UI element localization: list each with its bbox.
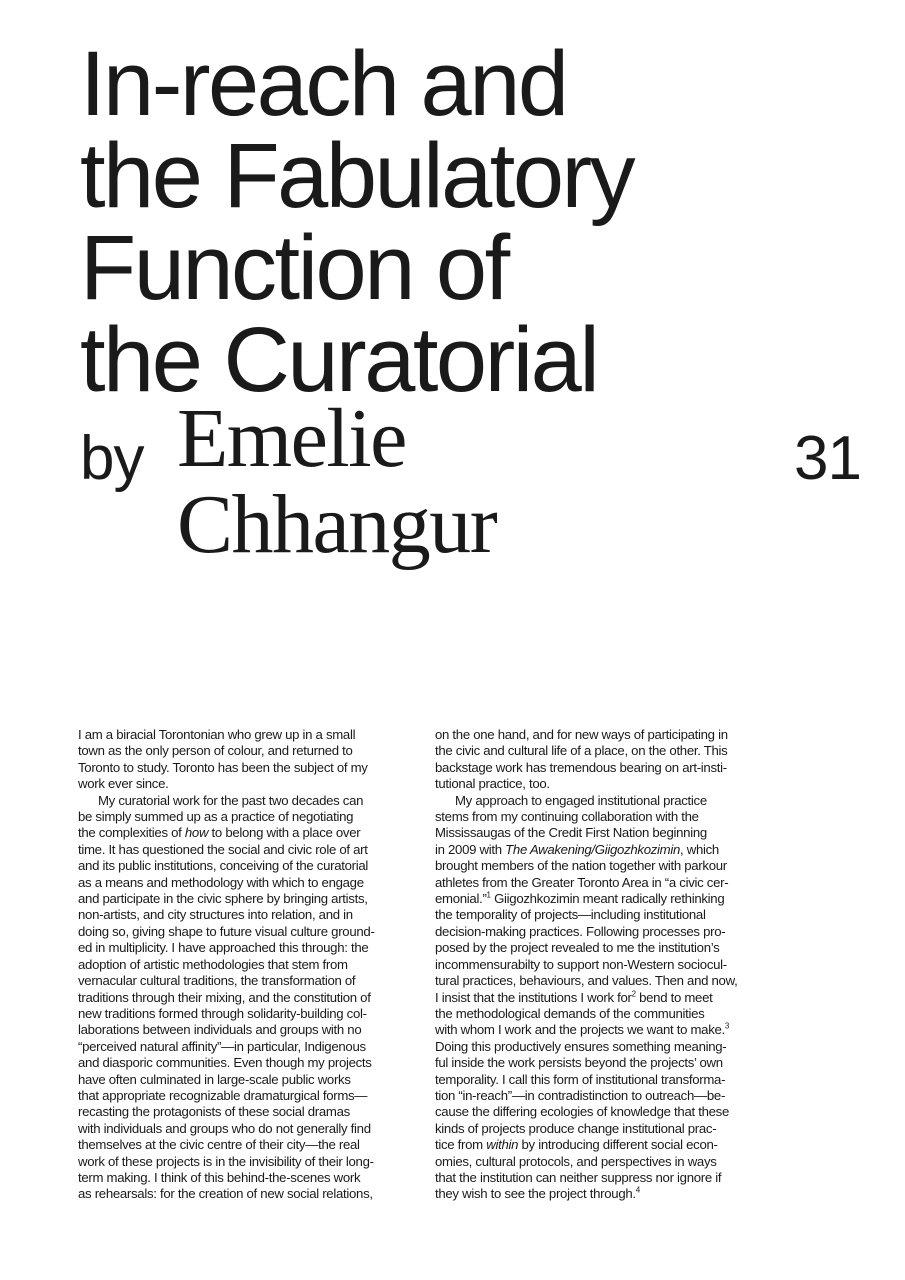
text-line: My approach to engaged institutional practice (455, 792, 707, 808)
text-line (435, 891, 783, 907)
text-fragment: in 2009 with (435, 841, 506, 857)
text-line: that the institution can neither suppress nor ignore if (435, 1169, 722, 1185)
text-line (435, 1022, 783, 1038)
text-line: decision-making practices. Following processes pro- (435, 923, 726, 939)
text-line: time. It has questioned the social and civic role of art (78, 841, 368, 857)
text-line: as a means and methodology with which to engage (78, 874, 364, 890)
text-line: themselves at the civic centre of their city—the real (78, 1137, 360, 1153)
title-line: the Curatorial (80, 309, 598, 411)
by-word: by (80, 424, 144, 493)
text-fragment: to belong with a place over (208, 825, 361, 841)
text-line: and its public institutions, conceiving of the curatorial (78, 858, 369, 874)
text-line: “perceived natural affinity”—in particular, Indigenous (78, 1038, 366, 1054)
text-line: vernacular cultural traditions, the transformation of (78, 973, 356, 989)
text-line: Doing this productively ensures something meaning- (435, 1038, 727, 1054)
text-fragment: bend to meet (635, 989, 713, 1005)
text-line: and diasporic communities. Even though my projects (78, 1055, 372, 1071)
text-line: the methodological demands of the communities (435, 1005, 705, 1021)
text-line: tutional practice, too. (435, 776, 550, 792)
text-line: traditions through their mixing, and the constitution of (78, 989, 371, 1005)
article-title (80, 33, 780, 411)
italic-how: how (184, 825, 209, 841)
text-line: work ever since. (78, 776, 169, 792)
text-line: tural practices, behaviours, and values. Then and now, (435, 973, 738, 989)
body-column-left (78, 727, 426, 1203)
author-name (177, 392, 497, 571)
text-line: that appropriate recognizable dramaturgical forms— (78, 1087, 368, 1103)
text-line: and participate in the civic sphere by bringing artists, (78, 891, 368, 907)
text-fragment: they wish to see the project through. (435, 1186, 636, 1202)
text-line: Mississaugas of the Credit First Nation beginning (435, 825, 707, 841)
text-fragment: the complexities of (78, 825, 185, 841)
text-line: cause the differing ecologies of knowledge that these (435, 1104, 729, 1120)
text-line: have often culminated in large-scale public works (78, 1071, 351, 1087)
body-column-right (435, 727, 783, 1203)
text-line (435, 1186, 783, 1202)
text-line: town as the only person of colour, and returned to (78, 743, 353, 759)
text-line: new traditions formed through solidarity-building col- (78, 1005, 367, 1021)
text-line: term making. I think of this behind-the-scenes work (78, 1169, 361, 1185)
author-last-name: Chhangur (177, 478, 497, 571)
text-line: doing so, giving shape to future visual culture ground- (78, 923, 375, 939)
text-line: the civic and cultural life of a place, on the other. This (435, 743, 728, 759)
text-line: posed by the project revealed to me the institution’s (435, 940, 720, 956)
text-line: with individuals and groups who do not generally find (78, 1120, 371, 1136)
text-line: ed in multiplicity. I have approached this through: the (78, 940, 369, 956)
text-line: ful inside the work persists beyond the projects’ own (435, 1055, 723, 1071)
text-line: adoption of artistic methodologies that stem from (78, 956, 348, 972)
footnote-ref[interactable]: 2 (631, 989, 636, 999)
text-line (435, 842, 783, 858)
title-line: In-reach and (80, 33, 567, 135)
text-line: Toronto to study. Toronto has been the subject of my (78, 759, 368, 775)
text-fragment: Giigozhkozimin meant radically rethinking (490, 891, 725, 907)
footnote-ref[interactable]: 4 (635, 1185, 640, 1195)
text-line (435, 990, 783, 1006)
text-line: as rehearsals: for the creation of new social relations, (78, 1186, 373, 1202)
text-line: be simply summed up as a practice of negotiating (78, 809, 354, 825)
text-line: work of these projects is in the invisibility of their long- (78, 1153, 374, 1169)
title-line: Function of (80, 217, 508, 319)
text-line: kinds of projects produce change institutional prac- (435, 1120, 717, 1136)
text-line: omies, cultural protocols, and perspectives in ways (435, 1153, 717, 1169)
text-line: My curatorial work for the past two decades can (98, 792, 364, 808)
title-line: the Fabulatory (80, 125, 634, 227)
text-fragment: emonial.” (435, 891, 487, 907)
text-line: backstage work has tremendous bearing on art-insti- (435, 759, 727, 775)
footnote-ref[interactable]: 3 (724, 1021, 730, 1031)
page-number: 31 (794, 424, 861, 493)
text-line: laborations between individuals and groups with no (78, 1022, 362, 1038)
text-line: temporality. I call this form of institutional transforma- (435, 1071, 726, 1087)
text-line (435, 1137, 783, 1153)
footnote-ref[interactable]: 1 (486, 890, 491, 900)
text-line: the temporality of projects—including institutional (435, 907, 706, 923)
author-first-name: Emelie (177, 392, 406, 485)
text-line (78, 825, 426, 841)
text-fragment: with whom I work and the projects we want to make. (435, 1022, 725, 1038)
text-fragment: tice from (435, 1137, 487, 1153)
text-line: non-artists, and city structures into relation, and in (78, 907, 353, 923)
text-line: incommensurabilty to support non-Western sociocul- (435, 956, 727, 972)
text-line: athletes from the Greater Toronto Area in “a civic cer- (435, 874, 729, 890)
text-line: I am a biracial Torontonian who grew up in a small (78, 727, 356, 742)
italic-work-title: The Awakening/Giigozhkozimin (505, 841, 681, 857)
text-line: stems from my continuing collaboration with the (435, 809, 699, 825)
text-fragment: by introducing different social econ- (518, 1137, 718, 1153)
text-line: recasting the protagonists of these social dramas (78, 1104, 350, 1120)
text-fragment: I insist that the institutions I work for (435, 989, 632, 1005)
italic-within: within (486, 1137, 519, 1153)
text-fragment: , which (680, 841, 719, 857)
text-line: on the one hand, and for new ways of participating in (435, 727, 728, 742)
text-line: tion “in-reach”—in contradistinction to outreach—be- (435, 1087, 726, 1103)
text-line: brought members of the nation together with parkour (435, 858, 727, 874)
